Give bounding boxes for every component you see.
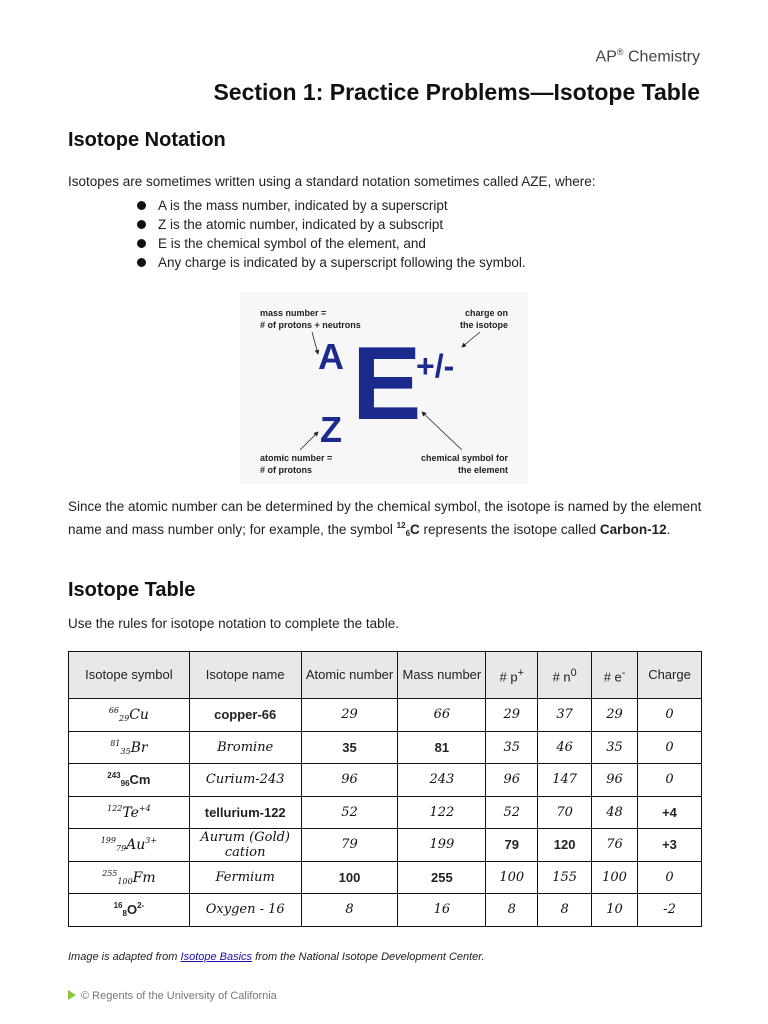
mass-number-cell: 81 — [398, 731, 486, 764]
list-item: E is the chemical symbol of the element, and — [132, 234, 526, 253]
electrons-cell: 29 — [592, 699, 638, 732]
isotope-name-cell: copper-66 — [189, 699, 301, 732]
table-row — [69, 829, 702, 862]
atomic-number-cell: 29 — [301, 699, 398, 732]
atomic-letter: Z — [320, 409, 342, 450]
col-protons: # p+ — [486, 652, 538, 699]
atomic-number-cell: 52 — [301, 796, 398, 829]
col-charge: Charge — [638, 652, 702, 699]
electrons-cell: 100 — [592, 861, 638, 894]
charge-arrow — [462, 332, 480, 347]
mass-number-cell: 16 — [398, 894, 486, 927]
aze-notation-diagram — [240, 292, 528, 484]
isotope-symbol-cell: $^{16}_8O^{2-}$ — [69, 894, 190, 927]
electrons-cell: 35 — [592, 731, 638, 764]
page-title: Section 1: Practice Problems—Isotope Table — [213, 79, 700, 105]
symbol-arrow — [422, 412, 462, 450]
mass-number-cell: 199 — [398, 829, 486, 862]
col-neutrons: # $n^0$ — [538, 652, 592, 699]
isotope-name-cell: Curium-243 — [189, 764, 301, 797]
atomic-number-cell: 79 — [301, 829, 398, 862]
isotope-name-cell: Fermium — [189, 861, 301, 894]
charge-cell: +3 — [638, 829, 702, 862]
atomic-number-label: atomic number = # of protons — [260, 453, 333, 475]
protons-cell: 96 — [486, 764, 538, 797]
table-row — [69, 699, 702, 732]
charge-cell: -2 — [638, 894, 702, 927]
charge-label: charge on the isotope — [459, 308, 508, 330]
electrons-cell: 76 — [592, 829, 638, 862]
isotope-symbol-cell: $^{81}_{35}$Br — [69, 731, 190, 764]
neutrons-cell: 147 — [538, 764, 592, 797]
mass-letter: A — [318, 336, 344, 377]
charge-cell: +4 — [638, 796, 702, 829]
footer — [68, 990, 277, 1002]
isotope-name-cell: tellurium-122 — [189, 796, 301, 829]
atomic-number-cell: 100 — [301, 861, 398, 894]
col-isotope-symbol: Isotope symbol — [69, 652, 190, 699]
neutrons-cell: 37 — [538, 699, 592, 732]
isotope-symbol-cell: $^{122}Te^{+4}$ — [69, 796, 190, 829]
atomic-number-cell: 8 — [301, 894, 398, 927]
neutrons-cell: 155 — [538, 861, 592, 894]
isotope-name-cell: Aurum (Gold) cation — [189, 829, 301, 862]
col-isotope-name: Isotope name — [189, 652, 301, 699]
mass-number-label: mass number = # of protons + neutrons — [260, 308, 361, 330]
copyright-text: © Regents of the University of California — [81, 990, 277, 1002]
element-letter: E — [352, 326, 422, 442]
isotope-name-cell: Bromine — [189, 731, 301, 764]
table-instructions: Use the rules for isotope notation to complete the table. — [68, 616, 399, 631]
protons-cell: 29 — [486, 699, 538, 732]
neutrons-cell: 8 — [538, 894, 592, 927]
isotope-symbol-cell: $^{255}_{100}$Fm — [69, 861, 190, 894]
mass-arrow — [312, 332, 318, 354]
charge-cell: 0 — [638, 731, 702, 764]
table-row — [69, 731, 702, 764]
isotope-basics-link[interactable]: Isotope Basics — [180, 951, 253, 963]
charge-cell: 0 — [638, 699, 702, 732]
isotope-notation-heading: Isotope Notation — [68, 129, 226, 151]
image-caption: Image is adapted from Isotope Basics from the National Isotope Development Center. — [68, 951, 485, 963]
mass-number-cell: 66 — [398, 699, 486, 732]
charge-cell: 0 — [638, 861, 702, 894]
mass-number-cell: 255 — [398, 861, 486, 894]
mass-number-cell: 243 — [398, 764, 486, 797]
protons-cell: 35 — [486, 731, 538, 764]
isotope-symbol-cell: $^{66}_{29}$Cu — [69, 699, 190, 732]
neutrons-cell: 70 — [538, 796, 592, 829]
col-electrons: # e- — [592, 652, 638, 699]
list-item: Z is the atomic number, indicated by a subscript — [132, 215, 526, 234]
table-row — [69, 764, 702, 797]
list-item: A is the mass number, indicated by a superscript — [132, 196, 526, 215]
protons-cell: 79 — [486, 829, 538, 862]
isotope-table — [68, 651, 702, 927]
electrons-cell: 10 — [592, 894, 638, 927]
charge-cell: 0 — [638, 764, 702, 797]
protons-cell: 52 — [486, 796, 538, 829]
electrons-cell: 48 — [592, 796, 638, 829]
atomic-number-cell: 96 — [301, 764, 398, 797]
chemical-symbol-label: chemical symbol for the element — [420, 453, 508, 475]
col-atomic-number: Atomic number — [301, 652, 398, 699]
atomic-arrow — [300, 432, 318, 450]
notation-explanation: Since the atomic number can be determined by the chemical symbol, the isotope is named by the element name and mass number only; for example, the symbol $^{12}_6$C represents the isotope called Carbon-12. — [68, 497, 708, 543]
isotope-symbol-cell: $^{243}_{96}$Cm — [69, 764, 190, 797]
neutrons-cell: 46 — [538, 731, 592, 764]
notation-intro: Isotopes are sometimes written using a standard notation sometimes called AZE, where: — [68, 174, 596, 189]
isotope-name-cell: Oxygen - 16 — [189, 894, 301, 927]
table-row — [69, 894, 702, 927]
notation-rules-list — [132, 196, 526, 272]
table-header-row — [69, 652, 702, 699]
neutrons-cell: 120 — [538, 829, 592, 862]
course-label: AP® Chemistry — [595, 47, 700, 66]
triangle-icon — [68, 990, 76, 1000]
col-mass-number: Mass number — [398, 652, 486, 699]
mass-number-cell: 122 — [398, 796, 486, 829]
isotope-table-heading: Isotope Table — [68, 579, 196, 601]
protons-cell: 8 — [486, 894, 538, 927]
diagram-arrows — [240, 292, 528, 484]
table-row — [69, 861, 702, 894]
carbon-12-symbol: $^{12}_6$C — [396, 521, 420, 538]
protons-cell: 100 — [486, 861, 538, 894]
list-item: Any charge is indicated by a superscript following the symbol. — [132, 253, 526, 272]
table-row — [69, 796, 702, 829]
atomic-number-cell: 35 — [301, 731, 398, 764]
isotope-symbol-cell: $^{199}_{79}Au^{3+}$ — [69, 829, 190, 862]
electrons-cell: 96 — [592, 764, 638, 797]
charge-sign: +/- — [416, 348, 455, 384]
